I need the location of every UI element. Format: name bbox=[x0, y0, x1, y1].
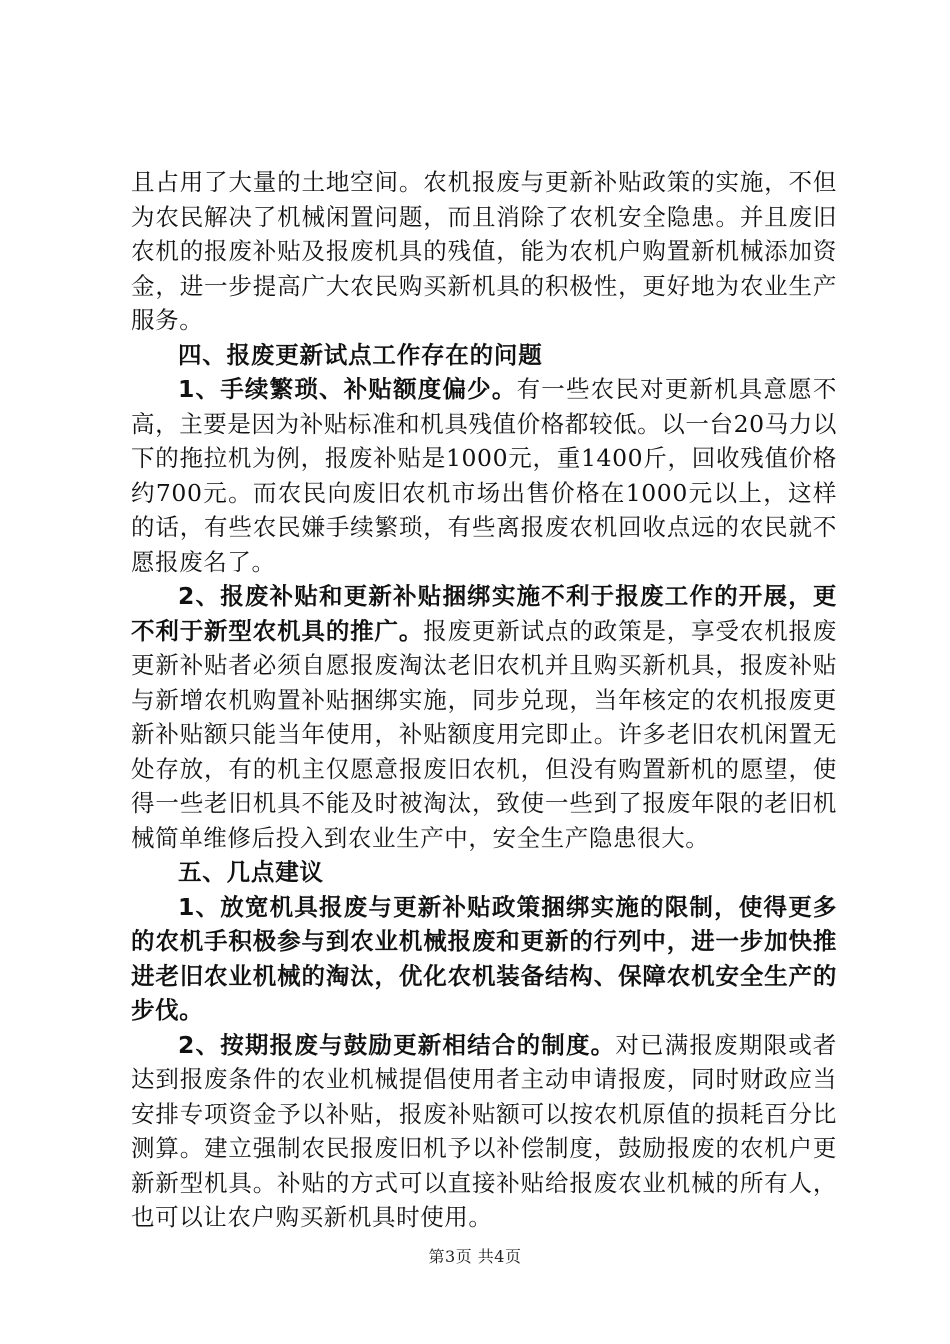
paragraph-problem-2 bbox=[131, 579, 837, 855]
section-heading-problems: 四、报废更新试点工作存在的问题 bbox=[178, 340, 543, 369]
section-heading-suggestions: 五、几点建议 bbox=[178, 858, 324, 886]
paragraph-intro-continuation: 且占用了大量的土地空间。农机报废与更新补贴政策的实施，不但为农民解决了机械闲置问题，而且消除了农机安全隐患。并且废旧农机的报废补贴及报废机具的残值，能为农机户购置新机械添加资金，进一步提高广大农民购买新机具的积极性，更好地为农业生产服务。 bbox=[131, 168, 837, 334]
suggestion-2-text: 对已满报废期限或者达到报废条件的农业机械提倡使用者主动申请报废，同时财政应当安排专项资金予以补贴，报废补贴额可以按农机原值的损耗百分比测算。建立强制农民报废旧机予以补偿制度，鼓励报废的农机户更新新型机具。补贴的方式可以直接补贴给报废农业机械的所有人，也可以让农户购买新机具时使用。 bbox=[131, 1030, 837, 1231]
problem-2-lead: 2、报废补贴和更新补贴捆绑实施不利于报废工作的开展，更不利于新型农机具的推广。 bbox=[131, 582, 837, 645]
paragraph-suggestion-2 bbox=[131, 1028, 837, 1235]
problem-1-lead: 1、手续繁琐、补贴额度偏少。 bbox=[178, 375, 517, 403]
document-body bbox=[131, 165, 837, 1235]
paragraph-suggestion-1: 1、放宽机具报废与更新补贴政策捆绑实施的限制，使得更多的农机手积极参与到农业机械报废和更新的行列中，进一步加快推进老旧农业机械的淘汰，优化农机装备结构、保障农机安全生产的步伐。 bbox=[131, 892, 837, 1024]
problem-2-text: 报废更新试点的政策是，享受农机报废更新补贴者必须自愿报废淘汰老旧农机并且购买新机具，报废补贴与新增农机购置补贴捆绑实施，同步兑现，当年核定的农机报废更新补贴额只能当年使用，补贴额度用完即止。许多老旧农机闲置无处存放，有的机主仅愿意报废旧农机，但没有购置新机的愿望，使得一些老旧机具不能及时被淘汰，致使一些到了报废年限的老旧机械简单维修后投入到农业生产中，安全生产隐患很大。 bbox=[131, 616, 838, 852]
page-number-footer: 第3页 共4页 bbox=[428, 1247, 522, 1266]
paragraph-problem-1 bbox=[131, 372, 837, 579]
problem-1-text: 有一些农民对更新机具意愿不高，主要是因为补贴标准和机具残值价格都较低。以一台20马力以下的拖拉机为例，报废补贴是1000元，重1400斤，回收残值价格约700元。而农民向废旧农机市场出售价格在1000元以上，这样的话，有些农民嫌手续繁琐，有些离报废农机回收点远的农民就不愿报废名了。 bbox=[131, 375, 837, 576]
suggestion-2-lead: 2、按期报废与鼓励更新相结合的制度。 bbox=[178, 1030, 616, 1059]
